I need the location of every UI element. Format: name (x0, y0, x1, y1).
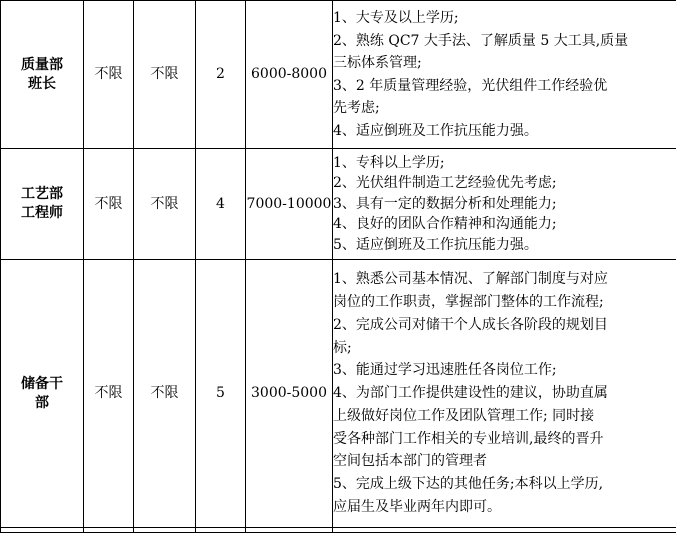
requirement-line: 3、具有一定的数据分析和处理能力; (333, 194, 676, 215)
requirement-line: 2、完成公司对储干个人成长各阶段的规划目 (333, 314, 676, 337)
requirement-line: 先考虑; (333, 97, 676, 120)
gender-cell: 不限 (84, 149, 134, 260)
salary-cell: 6000-8000 (246, 1, 333, 149)
requirement-line: 空间包括本部门的管理者 (333, 450, 676, 473)
requirement-line: 5、适应倒班及工作抗压能力强。 (333, 235, 676, 256)
position-line: 质量部 (1, 56, 83, 75)
headcount-cell: 2 (196, 1, 246, 149)
requirement-line: 三标体系管理; (333, 52, 676, 75)
position-line: 部 (1, 394, 83, 413)
requirement-line: 4、适应倒班及工作抗压能力强。 (333, 120, 676, 143)
table-row (1, 1, 676, 149)
position-line: 班长 (1, 75, 83, 94)
requirements-cell (333, 1, 676, 149)
requirements-cell (333, 149, 676, 260)
requirement-line: 1、专科以上学历; (333, 153, 676, 174)
age-cell: 不限 (134, 260, 196, 528)
requirement-line: 4、良好的团队合作精神和沟通能力; (333, 214, 676, 235)
requirement-line: 2、熟练 QC7 大手法、了解质量 5 大工具,质量 (333, 30, 676, 53)
salary-cell: 3000-5000 (246, 260, 333, 528)
requirement-line: 5、完成上级下达的其他任务;本科以上学历, (333, 473, 676, 496)
position-line: 工艺部 (1, 185, 83, 204)
salary-cell: 7000-10000 (246, 149, 333, 260)
requirement-line: 3、2 年质量管理经验，光伏组件工作经验优 (333, 75, 676, 98)
requirement-line: 2、光伏组件制造工艺经验优先考虑; (333, 173, 676, 194)
requirement-line: 4、为部门工作提供建设性的建议，协助直属 (333, 382, 676, 405)
table-row (1, 260, 676, 528)
age-cell: 不限 (134, 1, 196, 149)
headcount-cell: 5 (196, 260, 246, 528)
position-cell (1, 260, 84, 528)
position-line: 储备干 (1, 375, 83, 394)
gender-cell: 不限 (84, 1, 134, 149)
requirement-line: 1、大专及以上学历; (333, 7, 676, 30)
requirement-line: 标; (333, 337, 676, 360)
age-cell: 不限 (134, 149, 196, 260)
position-cell (1, 149, 84, 260)
requirement-line: 1、熟悉公司基本情况、了解部门制度与对应 (333, 268, 676, 291)
headcount-cell: 4 (196, 149, 246, 260)
position-line: 工程师 (1, 204, 83, 223)
requirement-line: 上级做好岗位工作及团队管理工作; 同时接 (333, 405, 676, 428)
table-row (1, 149, 676, 260)
requirement-line: 受各种部门工作相关的专业培训,最终的晋升 (333, 428, 676, 451)
requirement-line: 应届生及毕业两年内即可。 (333, 496, 676, 519)
position-cell (1, 1, 84, 149)
requirements-cell (333, 260, 676, 528)
requirement-line: 岗位的工作职责，掌握部门整体的工作流程; (333, 291, 676, 314)
requirement-line: 3、能通过学习迅速胜任各岗位工作; (333, 359, 676, 382)
gender-cell: 不限 (84, 260, 134, 528)
